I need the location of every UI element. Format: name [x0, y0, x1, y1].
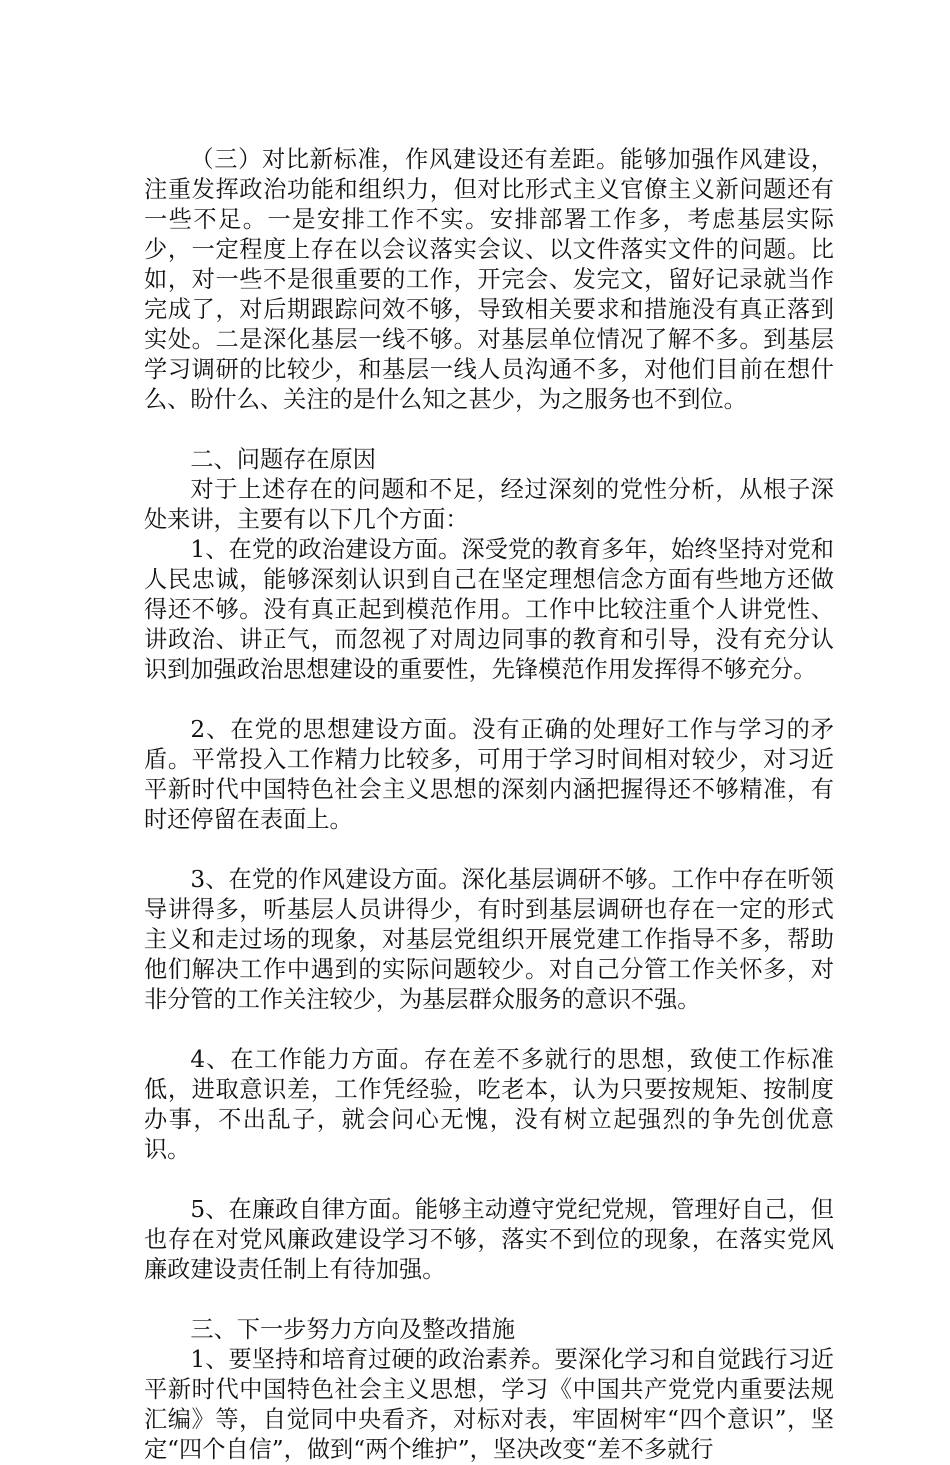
section-heading-next-steps: 三、下一步努力方向及整改措施: [190, 1316, 516, 1343]
paragraph-political-construction: 1、在党的政治建设方面。深受党的教育多年，始终坚持对党和人民忠诚，能够深刻认识到自己在坚定理想信念方面有些地方还做得还不够。没有真正起到模范作用。工作中比较注重个人讲党性、讲政治、讲正气，而忽视了对周边同事的教育和引导，没有充分认识到加强政治思想建设的重要性，先锋模范作用发挥得不够充分。: [144, 536, 834, 683]
section-heading-causes: 二、问题存在原因: [190, 446, 376, 473]
paragraph-ideological-construction: 2、在党的思想建设方面。没有正确的处理好工作与学习的矛盾。平常投入工作精力比较多，可用于学习时间相对较少，对习近平新时代中国特色社会主义思想的深刻内涵把握得还不够精准，有时还停留在表面上。: [144, 716, 834, 833]
paragraph-integrity-self-discipline: 5、在廉政自律方面。能够主动遵守党纪党规，管理好自己，但也存在对党风廉政建设学习不够，落实不到位的现象，在落实党风廉政建设责任制上有待加强。: [144, 1196, 834, 1283]
document-body: [144, 145, 834, 1465]
paragraph-causes-intro: 对于上述存在的问题和不足，经过深刻的党性分析，从根子深处来讲，主要有以下几个方面：: [144, 476, 834, 533]
paragraph-political-quality: 1、要坚持和培育过硬的政治素养。要深化学习和自觉践行习近平新时代中国特色社会主义思想，学习《中国共产党党内重要法规汇编》等，自觉同中央看齐，对标对表，牢固树牢“四个意识”，坚定“四个自信”，做到“两个维护”，坚决改变“差不多就行: [144, 1346, 834, 1463]
paragraph-work-ability: 4、在工作能力方面。存在差不多就行的思想，致使工作标准低，进取意识差，工作凭经验，吃老本，认为只要按规矩、按制度办事，不出乱子，就会问心无愧，没有树立起强烈的争先创优意识。: [144, 1046, 834, 1163]
paragraph-style-construction: 3、在党的作风建设方面。深化基层调研不够。工作中存在听领导讲得多，听基层人员讲得少，有时到基层调研也存在一定的形式主义和走过场的现象，对基层党组织开展党建工作指导不多，帮助他们解决工作中遇到的实际问题较少。对自己分管工作关怀多，对非分管的工作关注较少，为基层群众服务的意识不强。: [144, 866, 834, 1013]
paragraph-style-comparison: （三）对比新标准，作风建设还有差距。能够加强作风建设，注重发挥政治功能和组织力，但对比形式主义官僚主义新问题还有一些不足。一是安排工作不实。安排部署工作多，考虑基层实际少，一定程度上存在以会议落实会议、以文件落实文件的问题。比如，对一些不是很重要的工作，开完会、发完文，留好记录就当作完成了，对后期跟踪问效不够，导致相关要求和措施没有真正落到实处。二是深化基层一线不够。对基层单位情况了解不多。到基层学习调研的比较少，和基层一线人员沟通不多，对他们目前在想什么、盼什么、关注的是什么知之甚少，为之服务也不到位。: [144, 146, 834, 413]
